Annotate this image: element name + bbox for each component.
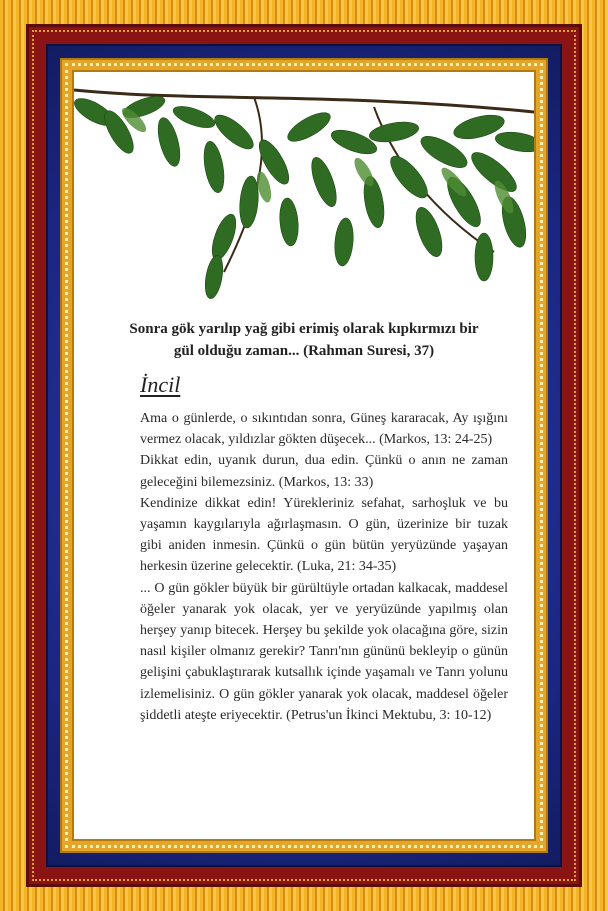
paragraph: Dikkat edin, uyanık durun, dua edin. Çünkü o anın ne zaman geleceğini bilemezsiniz. (Markos, 13: 33) — [140, 453, 508, 490]
quran-quote-line-1: Sonra gök yarılıp yağ gibi erimiş olarak kıpkırmızı bir — [129, 321, 479, 337]
body-text — [140, 408, 508, 726]
content-panel — [74, 72, 534, 839]
quran-quote-line-2: gül olduğu zaman... (Rahman Suresi, 37) — [173, 343, 435, 359]
quran-quote — [114, 318, 494, 362]
section-heading: İncil — [140, 372, 181, 397]
paragraph: Ama o günlerde, o sıkıntıdan sonra, Güneş kararacak, Ay ışığını vermez olacak, yıldızlar gökten düşecek... (Markos, 13: 24-25) — [140, 411, 508, 448]
paragraph: Kendinize dikkat edin! Yürekleriniz sefahat, sarhoşluk ve bu yaşamın kaygılarıyla ağırlaşmasın. O gün, üzerinize bir tuzak gibi aniden inmesin. Çünkü o gün bütün yeryüzünde yaşayan herkesin üzerine gelecektir. (Luka, 21: 34-35) — [140, 495, 508, 575]
leafy-branch-image — [74, 72, 534, 312]
paragraph: ... O gün gökler büyük bir gürültüyle ortadan kalkacak, maddesel öğeler yanarak yok olacak, yer ve yeryüzünde yapılmış olan herşey yanıp bitecek. Herşey bu şekilde yok olacağına göre, sizin nasıl kişiler olmanız gerekir? Tanrı'nın gününü bekleyip o günün gelişini çabuklaştırarak kutsallık içinde yaşamalı ve Tanrı yolunu izlemelisiniz. O gün gökler yanarak yok olacak, maddesel öğeler şiddetli ateşte eriyecektir. (Petrus'un İkinci Mektubu, 3: 10-12) — [140, 580, 508, 723]
